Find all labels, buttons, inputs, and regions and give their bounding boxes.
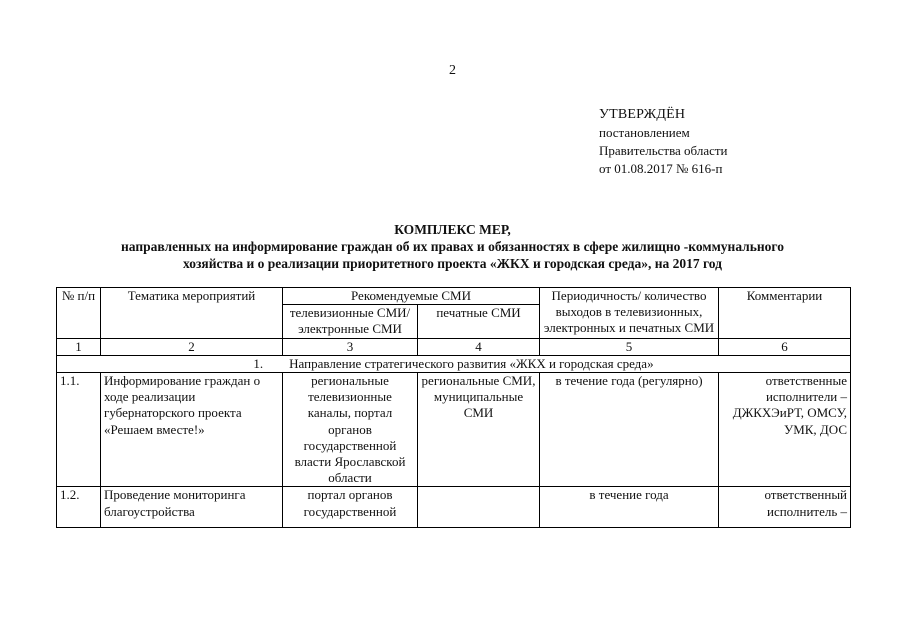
row-number: 1.1. xyxy=(57,373,101,487)
header-tv-media: телевизионные СМИ/ электронные СМИ xyxy=(283,305,418,338)
column-number: 3 xyxy=(283,338,418,355)
header-recommended-media: Рекомендуемые СМИ xyxy=(283,288,540,305)
table-row xyxy=(57,373,851,487)
approval-title: УТВЕРЖДЁН xyxy=(599,107,686,122)
approval-line-1: постановлением xyxy=(599,125,690,140)
row-frequency: в течение года (регулярно) xyxy=(540,373,719,487)
table-row xyxy=(57,487,851,528)
row-print-media: региональные СМИ, муниципальные СМИ xyxy=(418,373,540,487)
row-number: 1.2. xyxy=(57,487,101,528)
page-number: 2 xyxy=(449,63,456,78)
column-number: 6 xyxy=(719,338,851,355)
document-title-line-1: КОМПЛЕКС МЕР, xyxy=(394,222,511,237)
approval-line-2: Правительства области xyxy=(599,143,728,158)
header-print-media: печатные СМИ xyxy=(418,305,540,338)
header-frequency: Периодичность/ количество выходов в телевизионных, электронных и печатных СМИ xyxy=(540,288,719,339)
row-comment: ответственные исполнители – ДЖКХЭиРТ, ОМСУ, УМК, ДОС xyxy=(719,373,851,487)
table-header-row xyxy=(57,288,851,305)
row-comment: ответственный исполнитель – xyxy=(719,487,851,528)
header-number: № п/п xyxy=(57,288,101,339)
row-print-media xyxy=(418,487,540,528)
section-title: 1. Направление стратегического развития «ЖКХ и городская среда» xyxy=(57,355,851,372)
column-number: 2 xyxy=(101,338,283,355)
row-topic: Проведение мониторинга благоустройства xyxy=(101,487,283,528)
section-row xyxy=(57,355,851,372)
column-number: 1 xyxy=(57,338,101,355)
approval-stamp xyxy=(599,106,728,178)
row-topic: Информирование граждан о ходе реализации губернаторского проекта «Решаем вместе!» xyxy=(101,373,283,487)
column-number: 5 xyxy=(540,338,719,355)
document-title xyxy=(50,221,855,272)
header-comments: Комментарии xyxy=(719,288,851,339)
measures-table xyxy=(56,287,851,528)
column-number-row xyxy=(57,338,851,355)
column-number: 4 xyxy=(418,338,540,355)
row-tv-media: портал органов государственной xyxy=(283,487,418,528)
row-tv-media: региональные телевизионные каналы, портал органов государственной власти Ярославской области xyxy=(283,373,418,487)
document-title-line-3: хозяйства и о реализации приоритетного проекта «ЖКХ и городская среда», на 2017 год xyxy=(182,256,722,271)
row-frequency: в течение года xyxy=(540,487,719,528)
document-title-line-2: направленных на информирование граждан об их правах и обязанностях в сфере жилищно -коммунального xyxy=(121,239,784,254)
approval-line-3: от 01.08.2017 № 616-п xyxy=(599,161,723,176)
header-topic: Тематика мероприятий xyxy=(101,288,283,339)
